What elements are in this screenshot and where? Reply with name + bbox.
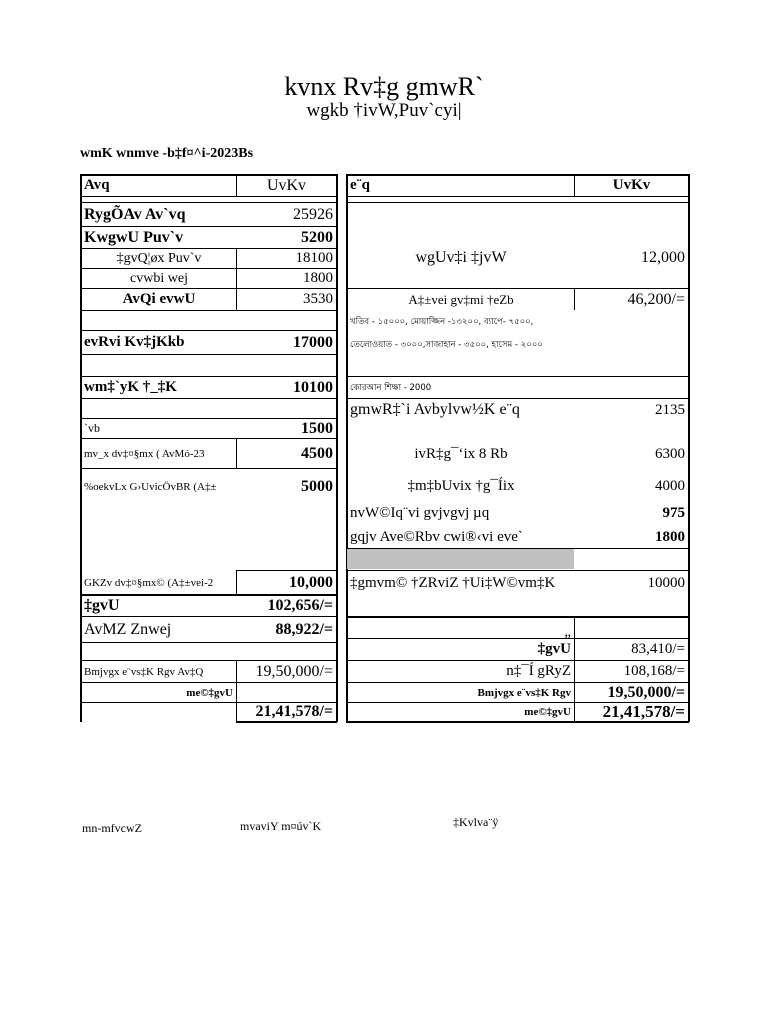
income-row-label: wm‡`yK †_‡K: [84, 379, 177, 395]
income-row-label: `vb: [84, 421, 100, 435]
expense-row-label: ‡m‡bUvix †g¯Íix: [407, 477, 515, 494]
expense-row-amount: 10000: [647, 574, 685, 591]
income-row-label: %oekvLx G›UvicÖvBR (A‡±: [84, 481, 217, 493]
income-header-label: Avq: [84, 177, 110, 193]
document-title: kvnx Rv‡g gmwR`: [284, 72, 484, 101]
expense-grand-total-label: me©‡gvU: [524, 706, 571, 718]
expense-total-label: ‡gvU: [537, 641, 571, 657]
income-bank-amount: 19,50,000/=: [255, 662, 333, 680]
previous-balance-amount: 88,922/=: [275, 620, 333, 638]
expense-row-amount: 1800: [655, 529, 685, 545]
signature-vice-president: mn-mfvcwZ: [82, 821, 142, 835]
expense-total-amount: 83,410/=: [631, 641, 685, 657]
income-row-amount: 1800: [303, 270, 333, 286]
income-row-amount: 10,000: [289, 573, 333, 591]
income-row-amount: 17000: [293, 333, 333, 351]
expense-bank-label: Bmjvgx e¨vs‡K Rgv: [477, 686, 571, 699]
income-row-label: cvwbi wej: [130, 270, 188, 286]
income-row-amount: 1500: [301, 419, 333, 437]
expense-row-label: gmwR‡`i Avbylvw½K e¨q: [350, 401, 520, 418]
expense-row-amount: 6300: [655, 445, 685, 462]
expense-row-label: ‡gmvm© †ZRviZ †Ui‡W©vm‡K: [350, 574, 556, 591]
income-row-label: mv_x dv‡¤§mx ( AvMó-23: [84, 448, 205, 460]
expense-row-amount: 2135: [655, 401, 685, 418]
income-row-amount: 3530: [303, 291, 333, 307]
expense-header-amount: UvKv: [612, 177, 651, 193]
expense-header-label: e¨q: [350, 177, 370, 193]
expense-row-label: gqjv Ave©Rbv cwi®‹vi eve`: [350, 529, 523, 545]
expense-row-label: nvW©Iq¨vi gvjvgvj µq: [350, 504, 490, 521]
income-row-amount: 5200: [301, 228, 333, 246]
expense-row-amount: 12,000: [641, 249, 685, 266]
expense-bank-amount: 19,50,000/=: [607, 683, 685, 701]
report-period: wmK wnmve -b‡f¤^i-2023Bs: [80, 146, 254, 161]
income-total-amount: 102,656/=: [267, 596, 333, 614]
income-row-label: evRvi Kv‡jKkb: [84, 334, 185, 350]
income-header-amount: UvKv: [266, 176, 307, 194]
income-row-amount: 5000: [301, 478, 333, 495]
income-total-label: ‡gvU: [84, 596, 120, 614]
expense-row-label: A‡±vei gv‡mi †eZb: [408, 291, 514, 307]
income-row-amount: 10100: [293, 378, 333, 396]
cash-in-hand-label: n‡¯Í gRyZ: [506, 663, 571, 679]
document-subtitle: wgkb †ivW,Puv`cyi|: [306, 100, 462, 121]
income-bank-label: Bmjvgx e¨vs‡K Rgv Av‡Q: [84, 665, 204, 678]
expense-row-label: ivR‡g¯‘ix 8 Rb: [414, 445, 508, 462]
expense-row-label: কোরআন শিক্ষা - 2000: [350, 382, 432, 393]
expense-row-amount: 46,200/=: [627, 290, 685, 308]
income-row-amount: 25926: [293, 205, 333, 223]
salary-breakdown-line: খতিব - ১৫০০০, মোয়াজ্জিন -১৩২০০, ব্যাপে- ৭৫০০,: [350, 317, 534, 327]
income-row-label: KwgwU Puv`v: [84, 228, 184, 246]
income-row-label: AvQi evwU: [122, 291, 196, 307]
ditto-mark: „: [564, 624, 571, 640]
income-row-label: GKZv dv‡¤§mx© (A‡±vei-2: [84, 576, 214, 589]
income-grand-total-label: me©‡gvU: [186, 686, 233, 699]
signature-general-secretary: mvaviY m¤úv`K: [240, 819, 322, 833]
income-row-label: ‡gvQ¦øx Puv`v: [116, 250, 202, 266]
income-grand-total-amount: 21,41,578/=: [255, 703, 333, 720]
expense-row-amount: 975: [662, 504, 685, 521]
income-row-amount: 4500: [301, 445, 333, 462]
expense-grand-total-amount: 21,41,578/=: [602, 703, 685, 721]
salary-breakdown-line: তেলোওয়াত - ৩০০০,সাজাহান - ৩৫০০, হাসেম - ২০০০: [350, 340, 543, 350]
expense-row-amount: 4000: [655, 477, 685, 494]
income-row-amount: 18100: [295, 250, 333, 266]
signature-treasurer: ‡Kvlva¨ÿ: [453, 815, 499, 829]
income-row-label: RygÕAv Av`vq: [84, 205, 186, 223]
cash-in-hand-amount: 108,168/=: [623, 663, 685, 679]
previous-balance-label: AvMZ Znwej: [84, 620, 172, 638]
expense-row-label: wgUv‡i ‡jvW: [415, 249, 507, 266]
